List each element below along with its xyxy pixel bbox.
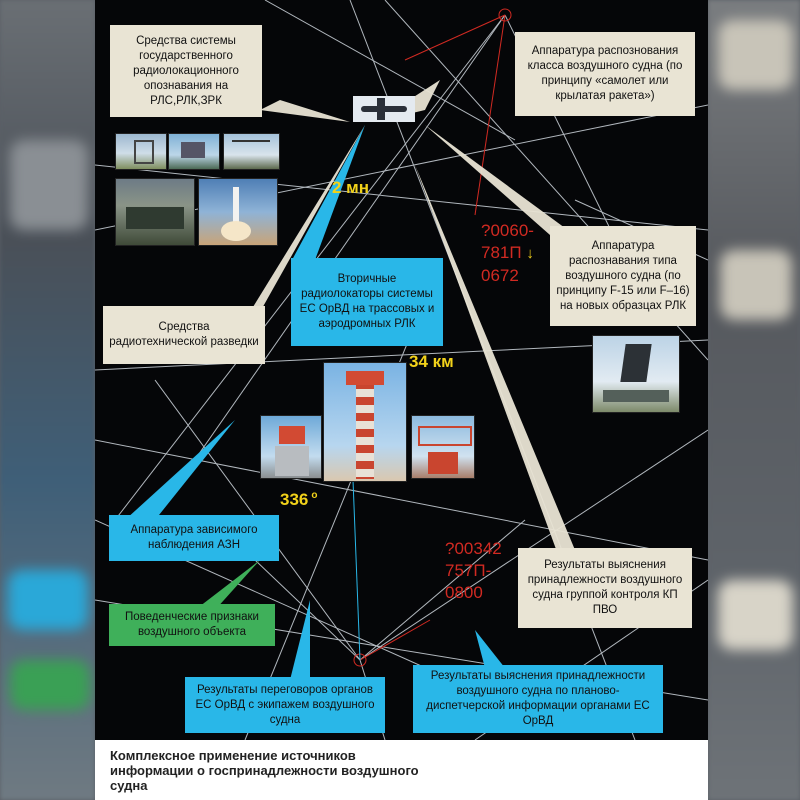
squawk-label-2 (445, 538, 502, 604)
squawk-label-1 (481, 220, 534, 287)
distance-label-2: 2 мн (332, 178, 370, 197)
squawk-1-line-1: ?0060- (481, 221, 534, 240)
radar-photo-1 (115, 133, 167, 170)
plan-dispatch-box: Результаты выяснения принадлежности воздушного судна по планово-диспетчерской информации органами ЕС ОрВД (413, 665, 663, 733)
launcher-photo (115, 178, 195, 246)
squawk-2-line-3: 0800 (445, 583, 483, 602)
squawk-1-line-3: 0672 (481, 266, 519, 285)
behavior-box: Поведенческие признаки воздушного объекта (109, 604, 275, 646)
negotiations-box: Результаты переговоров органов ЕС ОрВД с экипажем воздушного судна (185, 677, 385, 733)
diagram-panel (95, 0, 708, 800)
type-recognition-box: Аппаратура распознавания типа воздушного судна (по принципу F-15 или F–16) на новых образцах РЛК (550, 226, 696, 326)
radar-photo-right (592, 335, 680, 413)
blurred-left-margin (0, 0, 95, 800)
distance-label-34: 34 км (409, 352, 454, 371)
aircraft-icon (353, 96, 415, 122)
radar-photo-3 (223, 133, 280, 170)
radiotech-box: Средства радиотехнической разведки (103, 306, 265, 364)
caption-text: Комплексное применение источников информации о госпринадлежности воздушного судна (110, 748, 419, 793)
bearing-degree: о (311, 490, 318, 502)
radar-photo-2 (168, 133, 220, 170)
class-recognition-box: Аппаратура распознования класса воздушного судна (по принципу «самолет или крылатая ракета») (515, 32, 695, 116)
antenna-photo-right (411, 415, 475, 479)
caption-bar (95, 740, 708, 800)
bearing-value: 336 (280, 490, 309, 509)
squawk-1-line-2: 781П ↓ (481, 243, 534, 262)
squawk-2-line-2: 757П- (445, 561, 492, 580)
tower-photo (323, 362, 407, 482)
missile-photo (198, 178, 278, 246)
azn-box: Аппаратура зависимого наблюдения АЗН (109, 515, 279, 561)
secondary-radars-box: Вторичные радиолокаторы системы ЕС ОрВД на трассовых и аэродромных РЛК (291, 258, 443, 346)
bearing-label (280, 490, 317, 510)
control-group-box: Результаты выяснения принадлежности воздушного судна группой контроля КП ПВО (518, 548, 692, 628)
antenna-photo-left (260, 415, 322, 479)
squawk-2-line-1: ?00342 (445, 539, 502, 558)
blurred-right-margin (708, 0, 800, 800)
state-radar-box: Средства системы государственного радиолокационного опознавания на РЛС,РЛК,ЗРК (110, 25, 262, 117)
